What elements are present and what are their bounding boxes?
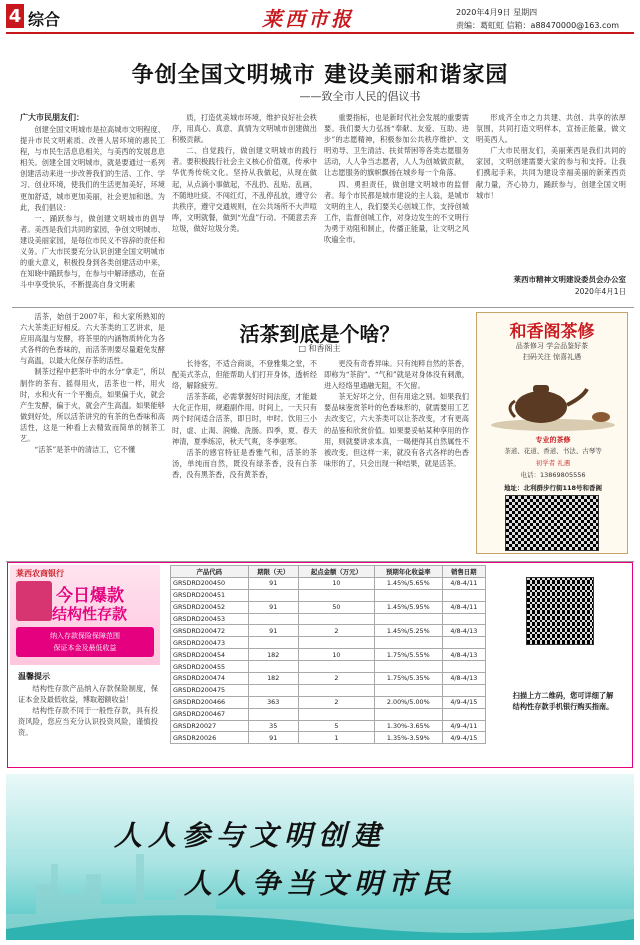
paragraph: 结构性存款产品纳入存款保险制度，保证本金及最低收益，博取超额收益！: [18, 684, 158, 705]
table-cell: [375, 613, 443, 625]
header-rule: [6, 32, 634, 34]
table-cell: GRSDRD200453: [171, 613, 249, 625]
table-header-cell: 起点金额（万元）: [298, 566, 374, 578]
paragraph: 一、踊跃参与，做创建文明城市的倡导者。美西是我们共同的家园，争创文明城市、建设美丽家园，是每位市民义不容辞的责任和义务。广大市民要充分认识创建全国文明城市的重大意义，积极投身到各类创建活动中来，在知晓中踊跃参与，在参与中解译感动，在奋斗中享受快乐，不断提高自身文明素: [20, 213, 165, 290]
paragraph: 活茶，始创于2007年，和大家所熟知的六大茶类正好相反。六大茶类的工艺讲求，是应用高温与发酵，将茶里的内涵物质转化为各式各样的色香味的，而活茶则要尽量避免发酵与高温，以最大化保存茶的活性。: [20, 312, 165, 366]
table-header-row: [171, 566, 486, 578]
table-cell: GRSDRD200472: [171, 625, 249, 637]
table-cell: 91: [248, 625, 298, 637]
table-cell: 1.45%/5.95%: [375, 601, 443, 613]
table-cell: GRSDRD200454: [171, 649, 249, 661]
banner-line-1: 纳入存款保险保障范围: [50, 632, 120, 640]
table-cell: GRSDRD200467: [171, 708, 249, 720]
table-cell: [248, 637, 298, 649]
table-cell: GRSDR20026: [171, 732, 249, 744]
table-row: [171, 649, 486, 661]
table-cell: [442, 589, 485, 601]
table-cell: GRSDRD200473: [171, 637, 249, 649]
table-cell: 5: [298, 720, 374, 732]
tip-body: [18, 683, 158, 763]
banner-line-2: 保证本金及最低收益: [53, 644, 117, 652]
table-cell: 2.00%/5.00%: [375, 696, 443, 708]
divider: [12, 307, 634, 308]
section-name: 综合: [28, 10, 61, 29]
table-cell: 4/9-4/11: [442, 720, 485, 732]
paragraph: 广大市民朋友们，美丽莱西是我们共同的家园，文明创建需要大家的参与和支持。让我们携起手来，共同为建设幸福美丽的新莱西贡献力量，齐心协力，踊跃参与，创建全国文明城市！: [476, 146, 626, 200]
table-cell: [375, 661, 443, 673]
table-cell: 182: [248, 673, 298, 685]
table-cell: [375, 684, 443, 696]
table-row: [171, 601, 486, 613]
qr-caption: 扫描上方二维码，您可详细了解结构性存款手机银行购买指南。: [512, 691, 614, 711]
paragraph: 活茶茶疏，必需掌握好时间法度，才能最大化正作用，规避副作用。时间上，一天只有两个时间适合活茶，即日时，申时。饮用三小时，虚、止渴、润燥、洗肠。四季，夏、春天神清，夏季练凉，秋天气爽，冬季驱寒。: [172, 392, 317, 446]
table-cell: 1.75%/5.35%: [375, 673, 443, 685]
tea-shop-ad: [476, 312, 628, 554]
paragraph: 重要指标，也是新时代社会发展的重要需要。我们要大力弘扬“奉献、友爱、互助、进步”的志愿精神，积极参加公共秩序维护、文明劝导、卫生清洁、扶贫帮困等各类志愿服务活动，人人争当志愿者，人人为创城做贡献，让志愿服务的旗帜飘扬在城乡每一个角落。: [324, 113, 469, 178]
table-cell: [442, 684, 485, 696]
paragraph: 活茶的感官特征是香雅气和，活茶的茶汤，单纯而自然，既没有绿茶香，没有白茶香，没有黑茶香，没有黄茶香，: [172, 447, 317, 479]
paragraph: “活茶”是茶中的清洁工，它不懂: [34, 445, 136, 455]
tea-shop-name: 和香阁茶修: [509, 322, 595, 342]
table-header-cell: 期限（天）: [248, 566, 298, 578]
article1-subtitle: ——致全市人民的倡议书: [299, 90, 421, 103]
bank-qr-code[interactable]: [526, 577, 594, 645]
article1-column-3: [324, 112, 469, 301]
tea-services: 茶道、花道、香道、书法、古琴等: [504, 447, 602, 455]
page-number: 4: [6, 4, 24, 28]
headline-product: 结构性存款: [52, 605, 128, 623]
article1-column-1: [20, 124, 165, 301]
table-cell: [298, 637, 374, 649]
newspaper-title: 莱西市报: [262, 7, 354, 31]
table-cell: GRSDRD200452: [171, 601, 249, 613]
tea-phone: 电话：13869805556: [520, 471, 586, 479]
table-cell: [248, 589, 298, 601]
table-cell: 91: [248, 732, 298, 744]
banner-line-2: 人人争当文明市民: [184, 867, 457, 900]
table-cell: 2: [298, 673, 374, 685]
table-cell: 4/8-4/13: [442, 625, 485, 637]
table-cell: 10: [298, 649, 374, 661]
rates-table: [170, 565, 486, 744]
article1-salutation: 广大市民朋友们：: [20, 113, 84, 122]
table-cell: [375, 708, 443, 720]
article1-title: 争创全国文明城市 建设美丽和谐家园: [131, 63, 509, 88]
table-row: [171, 577, 486, 589]
tea-slogan-2: 扫码关注 惊喜礼遇: [522, 353, 582, 361]
table-cell: [442, 661, 485, 673]
table-row: [171, 625, 486, 637]
article2-column-1: [20, 311, 165, 556]
table-cell: GRSDRD200474: [171, 673, 249, 685]
bank-ad-banner: [10, 565, 160, 665]
issue-date: 2020年4月9日 星期四: [456, 8, 538, 17]
table-cell: 91: [248, 601, 298, 613]
table-cell: 4/9-4/15: [442, 732, 485, 744]
table-cell: GRSDRD200475: [171, 684, 249, 696]
paragraph: 创建全国文明城市是拉高城市文明程度、提升市民文明素质、改善人居环境的惠民工程，与市民生活息息相关，与美西的发展息息相关。创建全国文明城市，就是要通过一系列创建活动来进一步改善我们的生活、工作、学习、创业环境，使我们的生活更加美好，环境更加舒适，城市更加美丽，社会更加和谐。为此，我们倡议：: [20, 125, 165, 212]
table-cell: [298, 684, 374, 696]
paragraph: 质，打造优美城市环境，维护良好社会秩序，用真心、真意、真情为文明城市创建做出积极贡献。: [172, 113, 317, 145]
paragraph: 结构性存款不同于一般性存款，具有投资风险，您应当充分认识投资风险，谨慎投资。: [18, 706, 158, 738]
table-row: [171, 708, 486, 720]
bank-name: 莱西农商银行: [16, 569, 64, 578]
table-cell: 1: [298, 732, 374, 744]
table-header-cell: 预期年化收益率: [375, 566, 443, 578]
table-cell: [248, 708, 298, 720]
tip-title: 温馨提示: [18, 672, 50, 681]
table-row: [171, 673, 486, 685]
article2-column-2: [172, 358, 317, 556]
table-header-cell: 销售日期: [442, 566, 485, 578]
table-cell: [442, 613, 485, 625]
table-cell: 4/8-4/13: [442, 673, 485, 685]
table-cell: 50: [298, 601, 374, 613]
teapot-illustration: [483, 367, 623, 433]
table-cell: GRSDRD200450: [171, 577, 249, 589]
article2-column-3: [324, 358, 469, 556]
table-header-cell: 产品代码: [171, 566, 249, 578]
table-cell: GRSDRD200466: [171, 696, 249, 708]
table-cell: [442, 637, 485, 649]
table-cell: GRSDRD200455: [171, 661, 249, 673]
table-cell: 1.30%-3.65%: [375, 720, 443, 732]
table-cell: 363: [248, 696, 298, 708]
table-cell: 10: [298, 577, 374, 589]
paragraph: 茶无好坏之分，但有用途之别。如果我们要品味鉴赏茶叶的色香味形的，就需要用工艺去改变它，六大茶类可以让茶改变，才有更高的品鉴和欣赏价值。如果要妥帖某种享用的作用，则就要讲求本真，一喝便得其自然属性不被改变。但这样一来，就没有各式各样的色香味形的了，只会出现一种结果，就是活茶。: [324, 392, 469, 468]
article1-column-2: [172, 112, 317, 301]
table-row: [171, 613, 486, 625]
paragraph: 形成齐全市之力共建、共创、共享的浓厚氛围，共同打造文明样本，宣扬正能量，做文明美西人。: [476, 113, 626, 145]
table-cell: 4/8-4/11: [442, 601, 485, 613]
table-row: [171, 696, 486, 708]
civic-banner: [6, 774, 634, 940]
tea-qr-code[interactable]: [505, 495, 599, 551]
tea-slogan-1: 品茶修习 学会品鉴好茶: [515, 342, 589, 350]
table-row: [171, 589, 486, 601]
article1-column-4: [476, 112, 626, 262]
table-row: [171, 684, 486, 696]
table-cell: GRSDRD200451: [171, 589, 249, 601]
article1-date: 2020年4月1日: [574, 287, 626, 296]
paragraph: 四、勇担责任，做创建文明城市的监督者。每个市民都是城市建设的主人翁，是城市文明的主人，我们要关心创城工作，支持创城工作，监督创城工作，对身边发生的不文明行为勇于劝阻和制止，传播正能量，让文明之风吹遍全市。: [324, 179, 469, 245]
table-cell: 2: [298, 696, 374, 708]
table-cell: 35: [248, 720, 298, 732]
rates-table-wrapper: [170, 565, 486, 744]
table-cell: [248, 613, 298, 625]
table-row: [171, 637, 486, 649]
banner-line-1: 人人参与文明创建: [114, 819, 387, 852]
phone-icon: [16, 581, 52, 621]
table-row: [171, 661, 486, 673]
table-cell: [375, 637, 443, 649]
table-cell: [248, 661, 298, 673]
table-row: [171, 720, 486, 732]
table-row: [171, 732, 486, 744]
table-cell: 1.45%/5.65%: [375, 577, 443, 589]
table-cell: [442, 708, 485, 720]
table-cell: 2: [298, 625, 374, 637]
table-cell: 91: [248, 577, 298, 589]
paragraph: 长待客，不适合商谈，不登雅集之堂，不配美式茶点，但能帮助人们打开身体，透析经络，解除疲劳。: [172, 359, 317, 391]
table-cell: [298, 661, 374, 673]
headline-today: 今日爆款: [56, 586, 124, 606]
table-cell: 1.35%-3.59%: [375, 732, 443, 744]
article2-title: 活茶到底是个啥？: [239, 322, 400, 346]
table-cell: 1.75%/5.55%: [375, 649, 443, 661]
paragraph: 制茶过程中把茶叶中的水分“拿走”，所以制作的茶有、摇得用火，活茶也一样，用火时，水和火有一个平衡点，如果偏于火，就会产生发酵，偏于火，就会产生高温。如果能够做到好处，所以活茶讲究的有茶的色香味和高活性，这是一种看上去精致而简单的制茶工艺。: [20, 367, 165, 444]
table-cell: [248, 684, 298, 696]
paragraph: 二、自觉践行，做创建文明城市的践行者。要积极践行社会主义核心价值观，传承中华优秀传统文化。坚持从我做起，从现在做起，从点滴小事做起，不乱扔、乱贴、乱画，不随地吐痰、不闯红灯，不乱停乱放，遵守公共秩序，遵守交通规则，在公共场所不大声喧哗，文明就餐，做到“光盘”行动。不随意丢弃垃圾，做好垃圾分类。: [172, 146, 317, 233]
table-cell: GRSDR20027: [171, 720, 249, 732]
table-cell: 4/8-4/11: [442, 577, 485, 589]
table-cell: [375, 589, 443, 601]
article2-author: □ 和香阁主: [298, 344, 341, 353]
table-cell: [298, 613, 374, 625]
paragraph: 更没有奇香异味。只有纯粹自然的茶香，即称为“茶韵”。“气和”就是对身体没有刺激，进入经络里通融无阻，不欠留。: [324, 359, 469, 391]
table-cell: 1.45%/5.25%: [375, 625, 443, 637]
tea-address: 地址：北利群步行街118号和香阁: [503, 484, 603, 492]
table-cell: [298, 708, 374, 720]
table-cell: [298, 589, 374, 601]
tea-offer: 初学者 礼遇: [535, 459, 571, 467]
table-cell: 4/8-4/13: [442, 649, 485, 661]
tea-services-title: 专业的茶修: [535, 436, 571, 444]
editor-line: 责编：葛虹虹 信箱：a88470000@163.com: [456, 21, 620, 30]
article1-signature: 莱西市精神文明建设委员会办公室: [513, 275, 626, 284]
table-cell: 182: [248, 649, 298, 661]
table-cell: 4/9-4/15: [442, 696, 485, 708]
